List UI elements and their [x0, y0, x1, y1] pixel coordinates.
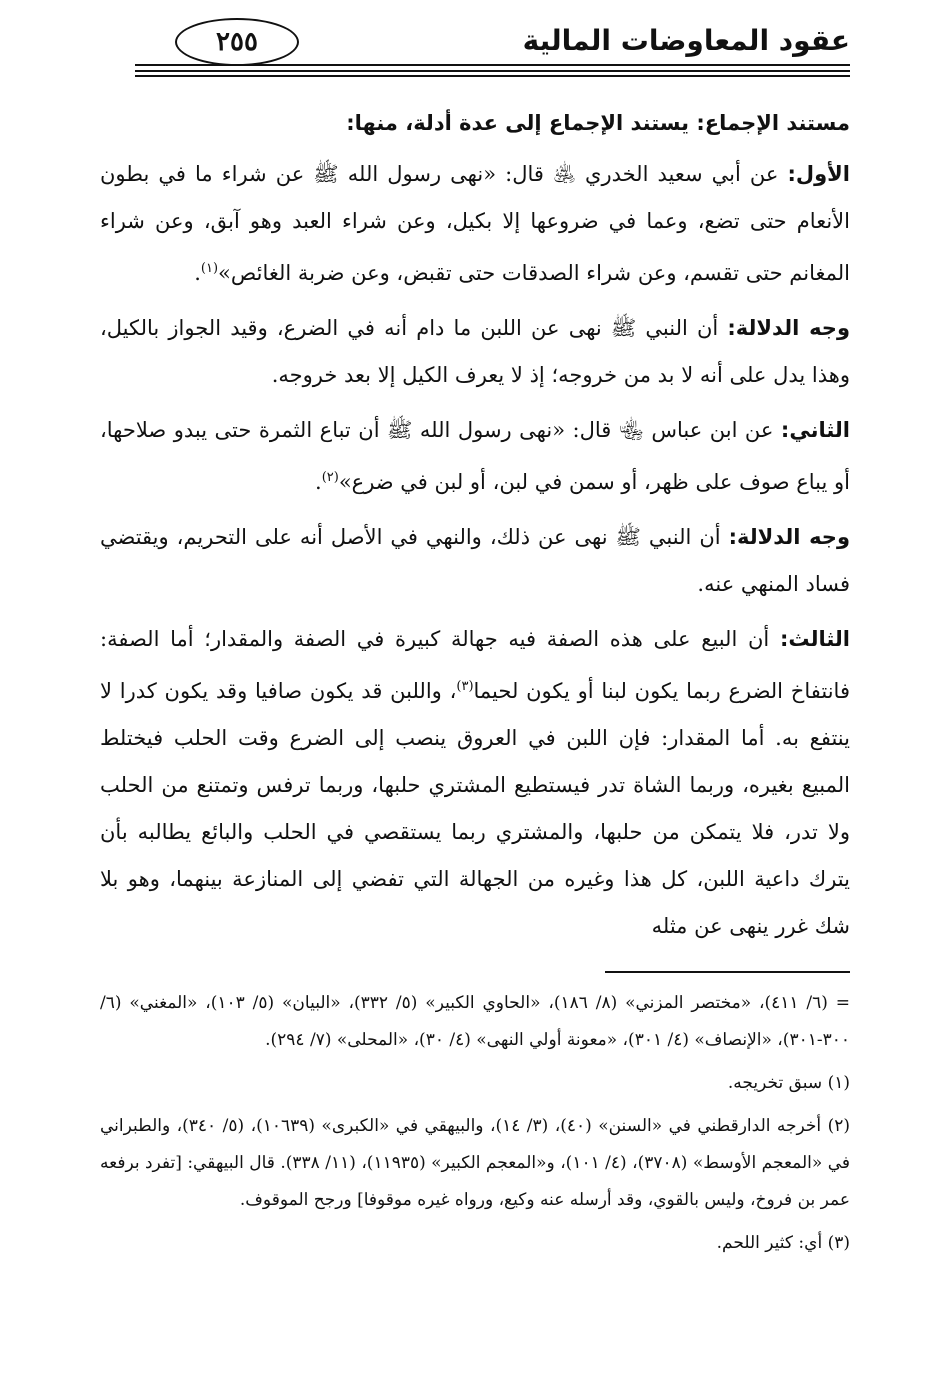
header-rule — [135, 75, 850, 77]
header-rule — [135, 70, 850, 72]
footnote-3: (٣) أي: كثير اللحم. — [716, 1233, 850, 1253]
paragraph-third-evidence — [100, 616, 850, 950]
paragraph-first-evidence: الأول: عن أبي سعيد الخدري ﵁ قال: «نهى رسول الله ﷺ عن شراء ما في بطون الأنعام حتى تضع، وعما في ضروعها إلا بكيل، وعن شراء العبد وهو آبق، وعن شراء المغانم حتى تقسم، وعن شراء الصدقات حتى تقبض، وعن ضربة الغائص»$^{(١)}$. — [100, 162, 850, 285]
paragraph-lead: الأول: — [787, 162, 850, 186]
footnote-ref[interactable]: (٣) — [456, 679, 474, 694]
paragraph-text: أن النبي ﷺ نهى عن اللبن ما دام أنه في الضرع، وقيد الجواز بالكيل، وهذا يدل على أنه لا بد من خروجه؛ إذ لا يعرف الكيل إلا بعد خروجه. — [100, 316, 850, 387]
paragraph-evidence-point — [100, 514, 850, 608]
paragraph-second-evidence: الثاني: عن ابن عباس ﵄ قال: «نهى رسول الله ﷺ أن تباع الثمرة حتى يبدو صلاحها، أو يباع صوف على ظهر، أو سمن في لبن، أو لبن في ضرع»$^{(٢)}$. — [100, 418, 850, 494]
footnote-ref[interactable]: (١) — [200, 261, 219, 276]
paragraph-lead: الثالث: — [779, 627, 850, 651]
section-heading: مستند الإجماع: يستند الإجماع إلى عدة أدلة، منها: — [346, 111, 850, 135]
footnote-2: (٢) أخرجه الدارقطني في «السنن» (٤٠)، (٣/ ١٤)، والبيهقي في «الكبرى» (١٠٦٣٩)، (٥/ ٣٤٠)، والطبراني في «المعجم الأوسط» (٣٧٠٨)، (٤/ ١٠١)، و«المعجم الكبير» (١١٩٣٥)، (١١/ ٣٣٨). قال البيهقي: [تفرد برفعه عمر بن فروخ، وليس بالقوي، وقد أرسله عنه وكيع، ورواه غيره موقوفا] ورجح الموقوف. — [100, 1116, 851, 1210]
footnote-continued: = (٦/ ٤١١)، «مختصر المزني» (٨/ ١٨٦)، «الحاوي الكبير» (٥/ ٣٣٢)، «البيان» (٥/ ١٠٣)، «المغني» (٦/ ٣٠٠-٣٠١)، «الإنصاف» (٤/ ٣٠١)، «معونة أولي النهى» (٤/ ٣٠)، «المحلى» (٧/ ٢٩٤). — [100, 993, 850, 1050]
paragraph-text: أن النبي ﷺ نهى عن ذلك، والنهي في الأصل أنه على التحريم، ويقتضي فساد المنهي عنه. — [100, 525, 850, 596]
paragraph-text: عن ابن عباس ﵄ قال: «نهى رسول الله ﷺ أن تباع الثمرة حتى يبدو صلاحها، أو يباع صوف على ظهر، أو سمن في لبن، أو لبن في ضرع» — [100, 418, 850, 494]
paragraph-text: ، واللبن قد يكون صافيا وقد يكون كدرا لا ينتفع به. أما المقدار: فإن اللبن في العروق ينصب إلى الضرع وقت الحلب فيختلط المبيع بغيره، وربما الشاة تدر فيستطيع المشتري حلبها، وربما ترفس وتمتنع من الحلب ولا تدر، فلا يتمكن من حلبها، والمشتري ربما يستقصي في الحلب والبائع يطالبه بأن يترك داعية اللبن، كل هذا وغيره من الجهالة التي تفضي إلى المنازعة بينهما، وهو بلا شك غرر ينهى عن مثله — [100, 679, 850, 938]
paragraph-lead: وجه الدلالة: — [727, 316, 850, 340]
footnote-1: (١) سبق تخريجه. — [727, 1073, 850, 1093]
paragraph-text: عن أبي سعيد الخدري ﵁ قال: «نهى رسول الله ﷺ عن شراء ما في بطون الأنعام حتى تضع، وعما في ضروعها إلا بكيل، وعن شراء العبد وهو آبق، وعن شراء المغانم حتى تقسم، وعن شراء الصدقات حتى تقبض، وعن ضربة الغائص» — [100, 162, 850, 285]
main-text — [100, 100, 850, 958]
paragraph-text: أن البيع على هذه الصفة فيه جهالة كبيرة في الصفة والمقدار؛ أما الصفة: فانتفاخ الضرع ربما يكون لبنا أو يكون لحيما — [100, 627, 850, 703]
paragraph-lead: الثاني: — [780, 418, 850, 442]
footnotes — [100, 985, 850, 1268]
paragraph-lead: وجه الدلالة: — [728, 525, 850, 549]
running-title: عقود المعاوضات المالية — [522, 24, 850, 57]
footnote-ref[interactable]: (٢) — [321, 470, 339, 485]
page-header — [135, 18, 850, 78]
page-number: ٢٥٥ — [175, 18, 299, 66]
paragraph-evidence-point — [100, 305, 850, 399]
footnote-separator — [605, 971, 850, 973]
